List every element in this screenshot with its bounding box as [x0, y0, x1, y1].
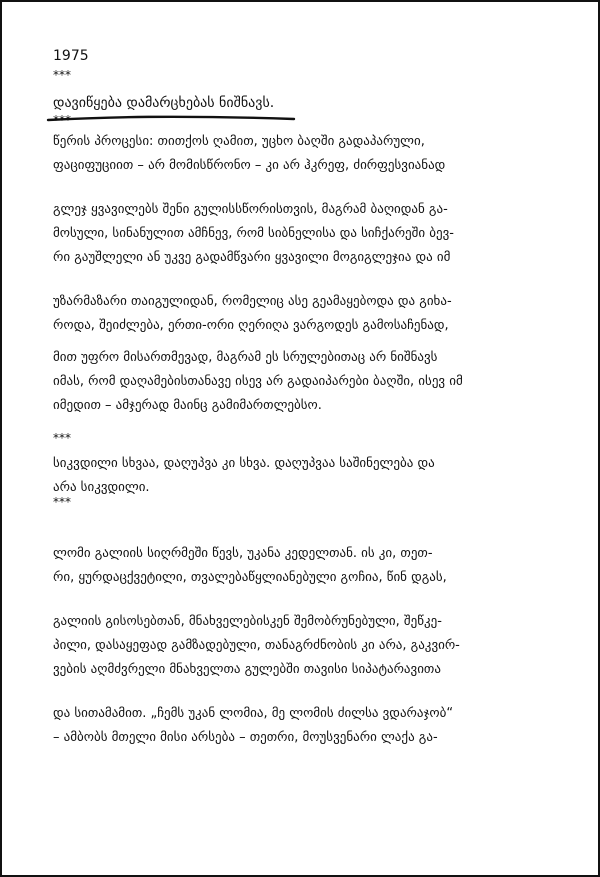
text-line: გლეჯ ყვავილებს შენი გულისსწორისთვის, მაგრამ ბაღიდან გა-: [53, 202, 448, 217]
text-line: მოსული, სინანულით ამჩნევ, რომ სიბნელისა და სიჩქარეში ბევ-: [53, 226, 454, 241]
separator: ***: [53, 113, 71, 127]
text-line: წერის პროცესი: თითქოს ღამით, უცხო ბაღში გადაპარული,: [53, 134, 425, 149]
text-line: არა სიკვდილი.: [53, 480, 150, 495]
text-line: ფაციფუციით – არ მომისწრონო – კი არ ჰკრეფ, ძირფესვიანად: [53, 158, 446, 173]
text-line: სიკვდილი სხვაა, დაღუპვა კი სხვა. დაღუპვაა საშინელება და: [53, 456, 435, 471]
separator: ***: [53, 68, 71, 82]
separator: ***: [53, 431, 71, 445]
text-line: – ამბობს მთელი მისი არსება – თეთრი, მოუსვენარი ლაქა გა-: [53, 730, 438, 745]
text-line: ვების აღმძვრელი მნახველთა გულებში თავისი სიპატარავითა: [53, 662, 441, 677]
separator: ***: [53, 495, 71, 509]
text-line: გალიის გისოსებთან, მნახველებისკენ შემობრუნებული, შეწკე-: [53, 614, 442, 629]
text-line: როდა, შეიძლება, ერთი-ორი ღერიღა ვარგოდეს გამოსაჩენად,: [53, 318, 449, 333]
year-heading: 1975: [53, 48, 89, 64]
text-line: პილი, დასაყეფად გამზადებული, თანაგრძნობის კი არა, გაკვირ-: [53, 638, 460, 653]
aphorism-title: დავიწყება დამარცხებას ნიშნავს.: [53, 95, 275, 111]
text-line: რი გაუშლელი ან უკვე გადამწვარი ყვავილი მოგიგლეჯია და იმ: [53, 250, 451, 265]
handwritten-underline: [46, 114, 296, 122]
text-line: იმედით – ამჯერად მაინც გამიმართლებსო.: [53, 398, 322, 413]
text-line: რი, ყურდაცქვეტილი, თვალებაწყლიანებული გოჩია, წინ დგას,: [53, 570, 447, 585]
text-line: მით უფრო მისართმევად, მაგრამ ეს სრულებითაც არ ნიშნავს: [53, 350, 438, 365]
text-line: ლომი გალიის სიღრმეში წევს, უკანა კედელთან. ის კი, თეთ-: [53, 546, 433, 561]
text-line: იმას, რომ დაღამებისთანავე ისევ არ გადაიპარები ბაღში, ისევ იმ: [53, 374, 463, 389]
text-line: და სითამამით. „ჩემს უკან ლომია, მე ლომის ძილსა ვდარაჯობ“: [53, 706, 454, 721]
text-line: უზარმაზარი თაიგულიდან, რომელიც ასე გეამაყებოდა და გიხა-: [53, 294, 452, 309]
